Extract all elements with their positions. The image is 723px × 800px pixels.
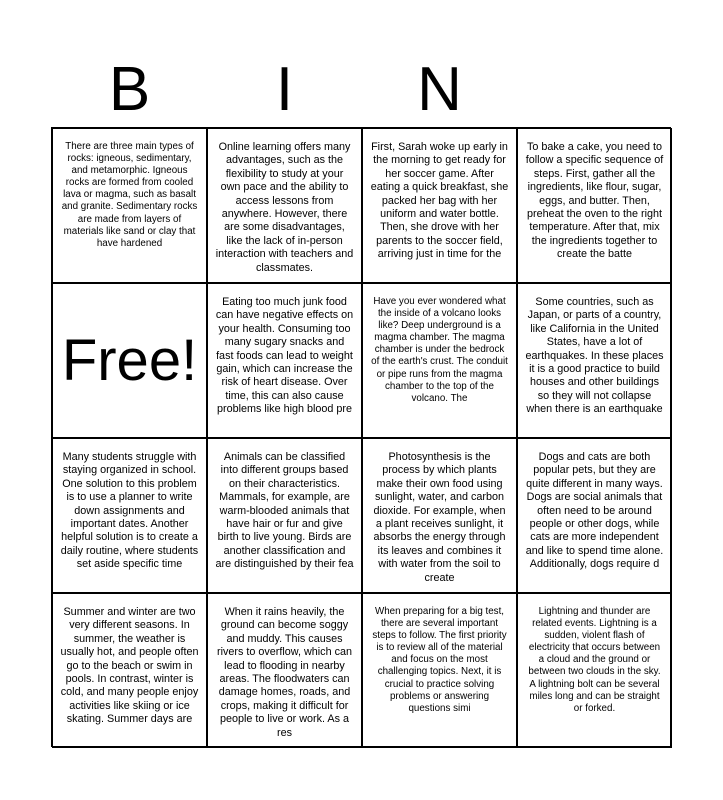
bingo-cell-r2-c2 — [207, 283, 362, 438]
cell-text: Some countries, such as Japan, or parts of a country, like California in the United States, have a lot of earthquakes. In these places it is a good practice to build houses and other buildings so they will not collapse when there is an earthquake — [525, 296, 664, 416]
cell-text: Animals can be classified into different groups based on their characteristics. Mammals, for example, are warm-blooded animals that have hair or fur and give birth to live young. Birds are another classification and are distinguished by their fea — [215, 451, 354, 571]
bingo-cell-r1-c2 — [207, 128, 362, 283]
cell-text: Have you ever wondered what the inside of a volcano looks like? Deep underground is a magma chamber. The magma chamber is under the bedrock of the earth's crust. The conduit or pipe runs from the magma chamber to the top of the volcano. The — [371, 296, 508, 404]
header-letter-i: I — [275, 55, 294, 124]
cell-text: To bake a cake, you need to follow a specific sequence of steps. First, gather all the ingredients, like flour, sugar, eggs, and butter. Then, preheat the oven to the right temperature. After that, mix the ingredients together to create the batte — [525, 141, 664, 261]
cell-text: First, Sarah woke up early in the morning to get ready for her soccer game. After eating a quick breakfast, she packed her bag with her uniform and water bottle. Then, she drove with her parents to the soccer field, arriving just in time for the — [370, 141, 509, 261]
bingo-cell-r4-c2 — [207, 593, 362, 748]
cell-text: Lightning and thunder are related events. Lightning is a sudden, violent flash of electricity that occurs between a cloud and the ground or between two clouds in the sky. A lightning bolt can be several miles long and can be straight or forked. — [528, 606, 661, 714]
cell-text: There are three main types of rocks: igneous, sedimentary, and metamorphic. Igneous rocks are formed from cooled lava or magma, such as basalt and granite. Sedimentary rocks are made from layers of materials like sand or clay that have hardened — [61, 141, 198, 249]
free-space-label: Free! — [61, 327, 198, 393]
cell-text: When it rains heavily, the ground can become soggy and muddy. This causes rivers to overflow, which can lead to flooding in nearby areas. The floodwaters can damage homes, roads, and crops, making it difficult for people to live or work. As a res — [216, 606, 352, 739]
cell-text: Many students struggle with staying organized in school. One solution to this problem is to use a planner to write down assignments and important dates. Another helpful solution is to create a daily routine, where students set aside specific time — [60, 451, 199, 571]
header-letter-n: N — [417, 55, 462, 124]
cell-text: Eating too much junk food can have negative effects on your health. Consuming too many sugary snacks and fast foods can lead to weight gain, which can increase the risk of heart disease. Over time, this can also cause problems like high blood pre — [215, 296, 354, 416]
bingo-cell-r2-c3 — [362, 283, 517, 438]
bingo-cell-r1-c3 — [362, 128, 517, 283]
bingo-cell-r1-c1 — [52, 128, 207, 283]
cell-text: Summer and winter are two very different seasons. In summer, the weather is usually hot, and people often go to the beach or swim in pools. In contrast, winter is cold, and many people enjoy activities like skiing or ice skating. Summer days are — [60, 606, 199, 726]
cell-text: Photosynthesis is the process by which plants make their own food using sunlight, water, and carbon dioxide. For example, when a plant receives sunlight, it absorbs the energy through its leaves and combines it with water from the soil to create — [373, 451, 506, 584]
cell-text: Dogs and cats are both popular pets, but they are quite different in many ways. Dogs are social animals that often need to be around people or other dogs, while cats are more independent and like to spend time alone. Additionally, dogs require d — [525, 451, 664, 571]
bingo-cell-r3-c2 — [207, 438, 362, 593]
bingo-cell-r2-c4 — [517, 283, 672, 438]
cell-text: Online learning offers many advantages, such as the flexibility to study at your own pace and the ability to access lessons from anywhere. However, there are some disadvantages, like the lack of in-person interaction with teachers and classmates. — [215, 141, 354, 274]
bingo-cell-r3-c3 — [362, 438, 517, 593]
bingo-cell-r3-c4 — [517, 438, 672, 593]
bingo-cell-r4-c1 — [52, 593, 207, 748]
header-letter-b: B — [108, 55, 151, 124]
bingo-header — [52, 55, 672, 124]
bingo-cell-r4-c3 — [362, 593, 517, 748]
bingo-grid — [51, 127, 671, 747]
bingo-cell-r3-c1 — [52, 438, 207, 593]
cell-text: When preparing for a big test, there are several important steps to follow. The first priority is to review all of the material and focus on the most challenging topics. Next, it is crucial to practice solving problems or answering questions simi — [372, 606, 507, 714]
bingo-cell-r1-c4 — [517, 128, 672, 283]
bingo-cell-r4-c4 — [517, 593, 672, 748]
bingo-cell-free — [52, 283, 207, 438]
